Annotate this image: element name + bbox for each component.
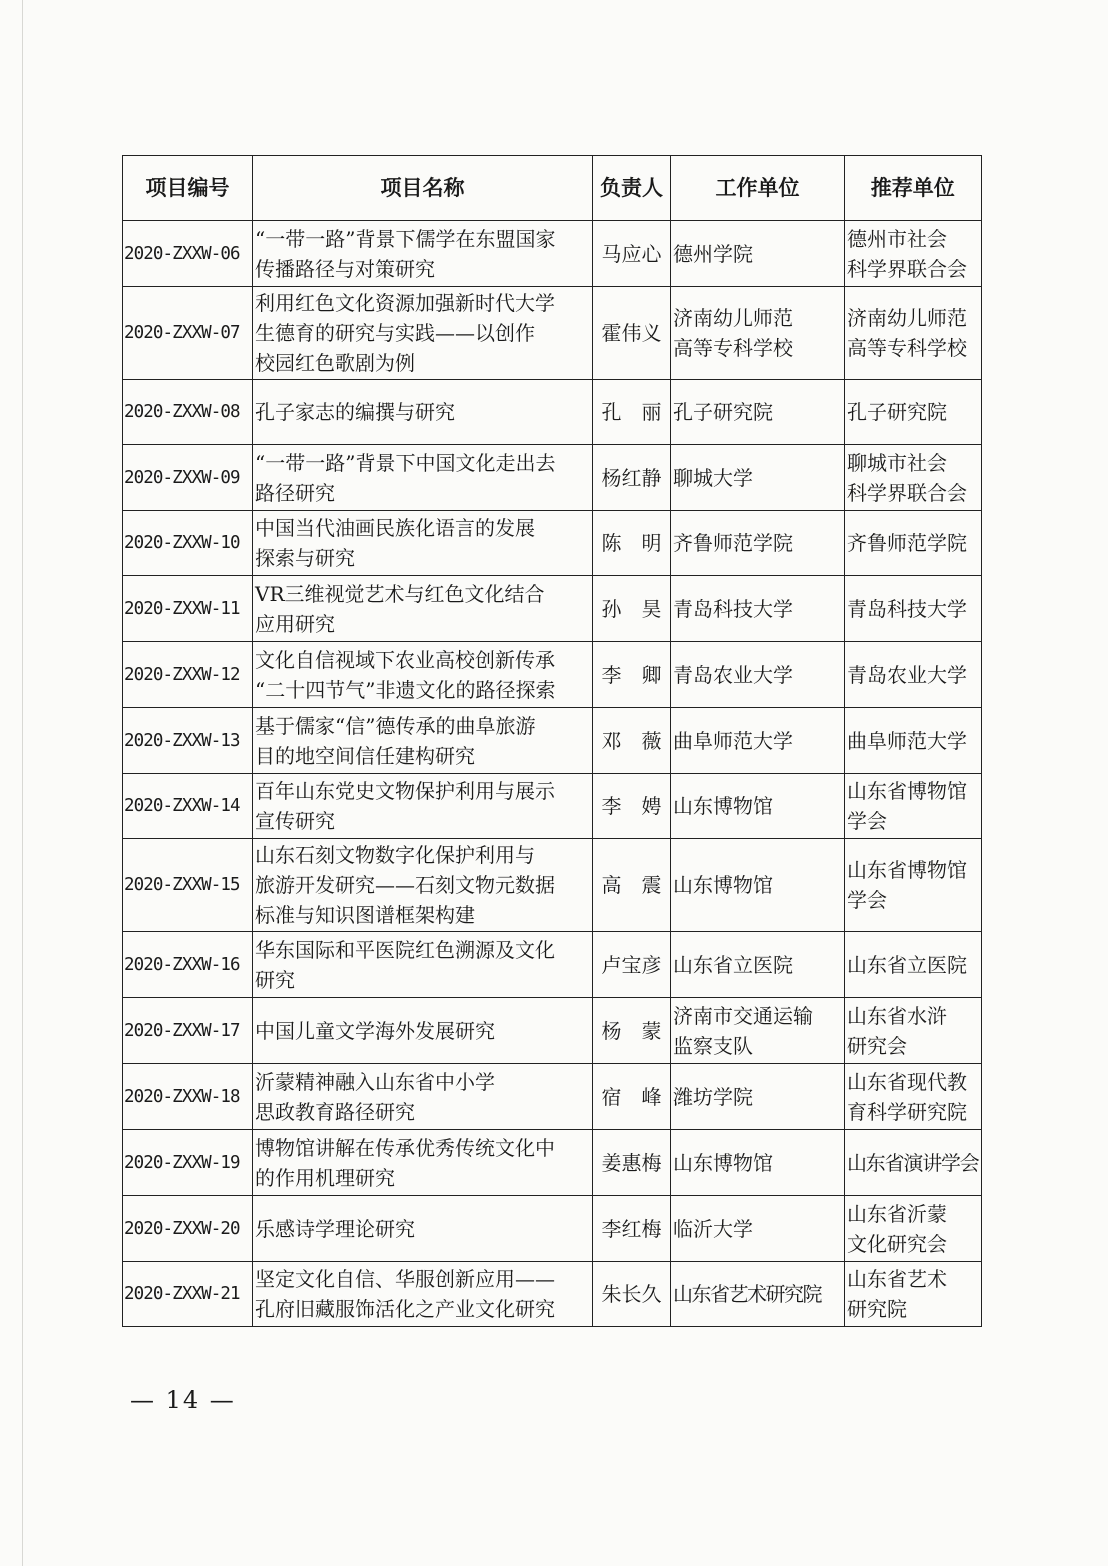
table-row	[123, 511, 982, 576]
table-row	[123, 998, 982, 1064]
cell-project-id: 2020-ZXXW-19	[123, 1130, 253, 1196]
cell-lead: 李 卿	[593, 642, 671, 708]
cell-project-id: 2020-ZXXW-10	[123, 511, 253, 576]
table-row	[123, 774, 982, 839]
cell-project-name: “一带一路”背景下中国文化走出去 路径研究	[253, 445, 593, 511]
cell-work-unit: 青岛科技大学	[671, 576, 845, 642]
cell-lead: 高 震	[593, 839, 671, 932]
cell-project-name: 乐感诗学理论研究	[253, 1196, 593, 1262]
header-lead: 负责人	[593, 156, 671, 221]
cell-project-id: 2020-ZXXW-11	[123, 576, 253, 642]
header-project-name: 项目名称	[253, 156, 593, 221]
table-row	[123, 932, 982, 998]
table-row	[123, 1196, 982, 1262]
cell-lead: 孙 昊	[593, 576, 671, 642]
table-row	[123, 221, 982, 287]
cell-recommending-unit: 曲阜师范大学	[845, 708, 982, 774]
cell-project-name: 孔子家志的编撰与研究	[253, 380, 593, 445]
cell-project-id: 2020-ZXXW-13	[123, 708, 253, 774]
cell-lead: 李红梅	[593, 1196, 671, 1262]
cell-project-name: 中国儿童文学海外发展研究	[253, 998, 593, 1064]
cell-project-id: 2020-ZXXW-16	[123, 932, 253, 998]
cell-work-unit: 德州学院	[671, 221, 845, 287]
cell-project-name: 百年山东党史文物保护利用与展示 宣传研究	[253, 774, 593, 839]
scan-edge-line	[22, 0, 23, 1566]
cell-recommending-unit: 山东省现代教 育科学研究院	[845, 1064, 982, 1130]
table-row	[123, 1262, 982, 1327]
table-row	[123, 642, 982, 708]
cell-work-unit: 孔子研究院	[671, 380, 845, 445]
cell-work-unit: 山东省立医院	[671, 932, 845, 998]
cell-work-unit: 山东省艺术研究院	[671, 1262, 845, 1327]
cell-work-unit: 山东博物馆	[671, 1130, 845, 1196]
cell-project-id: 2020-ZXXW-15	[123, 839, 253, 932]
cell-recommending-unit: 山东省立医院	[845, 932, 982, 998]
cell-work-unit: 山东博物馆	[671, 774, 845, 839]
cell-recommending-unit: 孔子研究院	[845, 380, 982, 445]
cell-project-name: 中国当代油画民族化语言的发展 探索与研究	[253, 511, 593, 576]
cell-project-id: 2020-ZXXW-06	[123, 221, 253, 287]
cell-lead: 李 娉	[593, 774, 671, 839]
cell-lead: 陈 明	[593, 511, 671, 576]
cell-recommending-unit: 聊城市社会 科学界联合会	[845, 445, 982, 511]
table-row	[123, 708, 982, 774]
cell-work-unit: 齐鲁师范学院	[671, 511, 845, 576]
cell-project-name: 坚定文化自信、华服创新应用—— 孔府旧藏服饰活化之产业文化研究	[253, 1262, 593, 1327]
cell-project-name: 利用红色文化资源加强新时代大学 生德育的研究与实践——以创作 校园红色歌剧为例	[253, 287, 593, 380]
cell-recommending-unit: 山东省水浒 研究会	[845, 998, 982, 1064]
header-project-id: 项目编号	[123, 156, 253, 221]
cell-work-unit: 聊城大学	[671, 445, 845, 511]
cell-lead: 邓 薇	[593, 708, 671, 774]
cell-lead: 卢宝彦	[593, 932, 671, 998]
table-row	[123, 839, 982, 932]
cell-project-id: 2020-ZXXW-09	[123, 445, 253, 511]
cell-recommending-unit: 山东省博物馆 学会	[845, 839, 982, 932]
cell-project-name: VR三维视觉艺术与红色文化结合 应用研究	[253, 576, 593, 642]
cell-project-id: 2020-ZXXW-07	[123, 287, 253, 380]
cell-project-id: 2020-ZXXW-17	[123, 998, 253, 1064]
cell-lead: 霍伟义	[593, 287, 671, 380]
cell-recommending-unit: 山东省博物馆 学会	[845, 774, 982, 839]
cell-recommending-unit: 山东省演讲学会	[845, 1130, 982, 1196]
header-work-unit: 工作单位	[671, 156, 845, 221]
cell-recommending-unit: 青岛科技大学	[845, 576, 982, 642]
cell-work-unit: 曲阜师范大学	[671, 708, 845, 774]
cell-lead: 孔 丽	[593, 380, 671, 445]
cell-lead: 马应心	[593, 221, 671, 287]
cell-work-unit: 临沂大学	[671, 1196, 845, 1262]
table-row	[123, 445, 982, 511]
page-number: — 14 —	[130, 1386, 236, 1414]
cell-lead: 朱长久	[593, 1262, 671, 1327]
cell-lead: 杨红静	[593, 445, 671, 511]
cell-project-id: 2020-ZXXW-21	[123, 1262, 253, 1327]
cell-recommending-unit: 山东省艺术 研究院	[845, 1262, 982, 1327]
cell-work-unit: 济南市交通运输 监察支队	[671, 998, 845, 1064]
project-table	[122, 155, 982, 1327]
cell-recommending-unit: 山东省沂蒙 文化研究会	[845, 1196, 982, 1262]
table-row	[123, 1064, 982, 1130]
cell-work-unit: 潍坊学院	[671, 1064, 845, 1130]
table-row	[123, 576, 982, 642]
cell-recommending-unit: 青岛农业大学	[845, 642, 982, 708]
cell-project-name: 沂蒙精神融入山东省中小学 思政教育路径研究	[253, 1064, 593, 1130]
cell-work-unit: 山东博物馆	[671, 839, 845, 932]
cell-project-id: 2020-ZXXW-18	[123, 1064, 253, 1130]
cell-project-name: 博物馆讲解在传承优秀传统文化中 的作用机理研究	[253, 1130, 593, 1196]
cell-work-unit: 济南幼儿师范 高等专科学校	[671, 287, 845, 380]
cell-recommending-unit: 齐鲁师范学院	[845, 511, 982, 576]
cell-lead: 宿 峰	[593, 1064, 671, 1130]
cell-project-name: 基于儒家“信”德传承的曲阜旅游 目的地空间信任建构研究	[253, 708, 593, 774]
cell-recommending-unit: 德州市社会 科学界联合会	[845, 221, 982, 287]
cell-project-name: 山东石刻文物数字化保护利用与 旅游开发研究——石刻文物元数据 标准与知识图谱框架构建	[253, 839, 593, 932]
table-row	[123, 1130, 982, 1196]
cell-project-name: 文化自信视域下农业高校创新传承 “二十四节气”非遗文化的路径探索	[253, 642, 593, 708]
cell-lead: 杨 蒙	[593, 998, 671, 1064]
cell-project-name: 华东国际和平医院红色溯源及文化 研究	[253, 932, 593, 998]
cell-recommending-unit: 济南幼儿师范 高等专科学校	[845, 287, 982, 380]
cell-work-unit: 青岛农业大学	[671, 642, 845, 708]
cell-project-id: 2020-ZXXW-08	[123, 380, 253, 445]
cell-project-id: 2020-ZXXW-14	[123, 774, 253, 839]
cell-project-id: 2020-ZXXW-12	[123, 642, 253, 708]
table-header-row	[123, 156, 982, 221]
cell-project-id: 2020-ZXXW-20	[123, 1196, 253, 1262]
cell-project-name: “一带一路”背景下儒学在东盟国家 传播路径与对策研究	[253, 221, 593, 287]
cell-lead: 姜惠梅	[593, 1130, 671, 1196]
header-recommending-unit: 推荐单位	[845, 156, 982, 221]
table-row	[123, 287, 982, 380]
table-row	[123, 380, 982, 445]
